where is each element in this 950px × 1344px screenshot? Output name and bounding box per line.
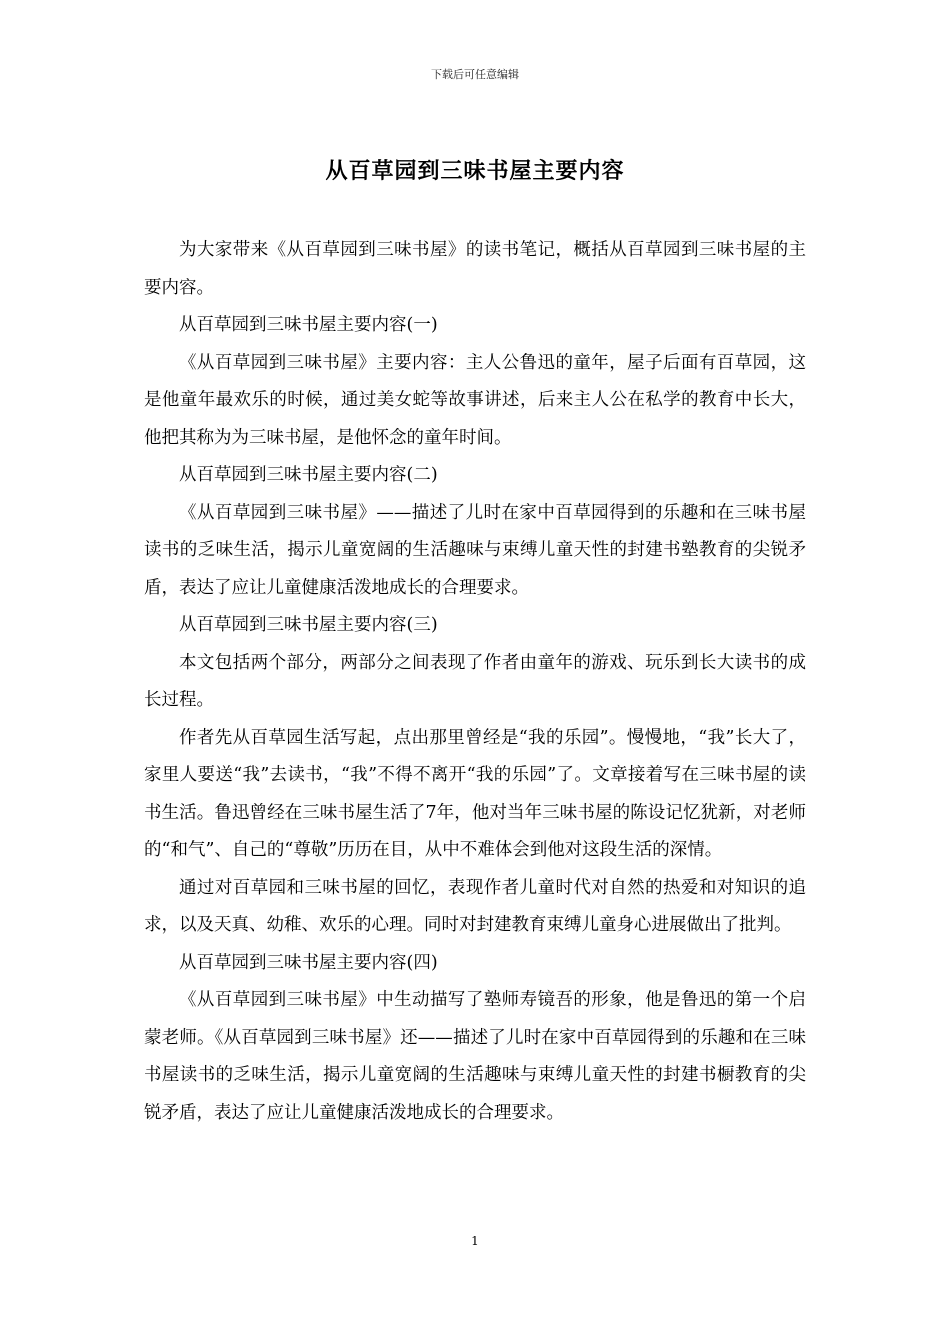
paragraph-2: 《从百草园到三味书屋》——描述了儿时在家中百草园得到的乐趣和在三味书屋读书的乏味生活，揭示儿童宽阔的生活趣味与束缚儿童天性的封建书塾教育的尖锐矛盾，表达了应让儿童健康活泼地成长的合理要求。: [144, 502, 806, 598]
paragraph-intro: 为大家带来《从百草园到三味书屋》的读书笔记，概括从百草园到三味书屋的主要内容。: [144, 240, 806, 298]
section-heading-3: 从百草园到三味书屋主要内容(三): [179, 615, 438, 635]
paragraph-3b: 作者先从百草园生活写起，点出那里曾经是“我的乐园”。慢慢地，“我”长大了，家里人要送“我”去读书，“我”不得不离开“我的乐园”了。文章接着写在三味书屋的读书生活。鲁迅曾经在三味书屋生活了7年，他对当年三味书屋的陈设记忆犹新，对老师的“和气”、自己的“尊敬”历历在目，从中不难体会到他对这段生活的深情。: [144, 727, 806, 860]
section-heading-2: 从百草园到三味书屋主要内容(二): [179, 465, 438, 485]
section-heading-4: 从百草园到三味书屋主要内容(四): [179, 952, 438, 973]
page-number: 1: [471, 1234, 479, 1248]
section-heading-1: 从百草园到三味书屋主要内容(一): [179, 315, 438, 335]
document-title: 从百草园到三味书屋主要内容: [325, 158, 625, 184]
paragraph-3c: 通过对百草园和三味书屋的回忆，表现作者儿童时代对自然的热爱和对知识的追求，以及天真、幼稚、欢乐的心理。同时对封建教育束缚儿童身心进展做出了批判。: [144, 877, 806, 935]
document-body: [144, 232, 806, 1132]
paragraph-1: 《从百草园到三味书屋》主要内容：主人公鲁迅的童年，屋子后面有百草园，这是他童年最欢乐的时候，通过美女蛇等故事讲述，后来主人公在私学的教育中长大，他把其称为为三味书屋，是他怀念的童年时间。: [144, 352, 806, 448]
paragraph-3a: 本文包括两个部分，两部分之间表现了作者由童年的游戏、玩乐到长大读书的成长过程。: [144, 652, 806, 710]
paragraph-4: 《从百草园到三味书屋》中生动描写了塾师寿镜吾的形象，他是鲁迅的第一个启蒙老师。《从百草园到三味书屋》还——描述了儿时在家中百草园得到的乐趣和在三味书屋读书的乏味生活，揭示儿童宽阔的生活趣味与束缚儿童天性的封建书橱教育的尖锐矛盾，表达了应让儿童健康活泼地成长的合理要求。: [144, 990, 806, 1123]
header-note: 下载后可任意编辑: [431, 68, 519, 81]
